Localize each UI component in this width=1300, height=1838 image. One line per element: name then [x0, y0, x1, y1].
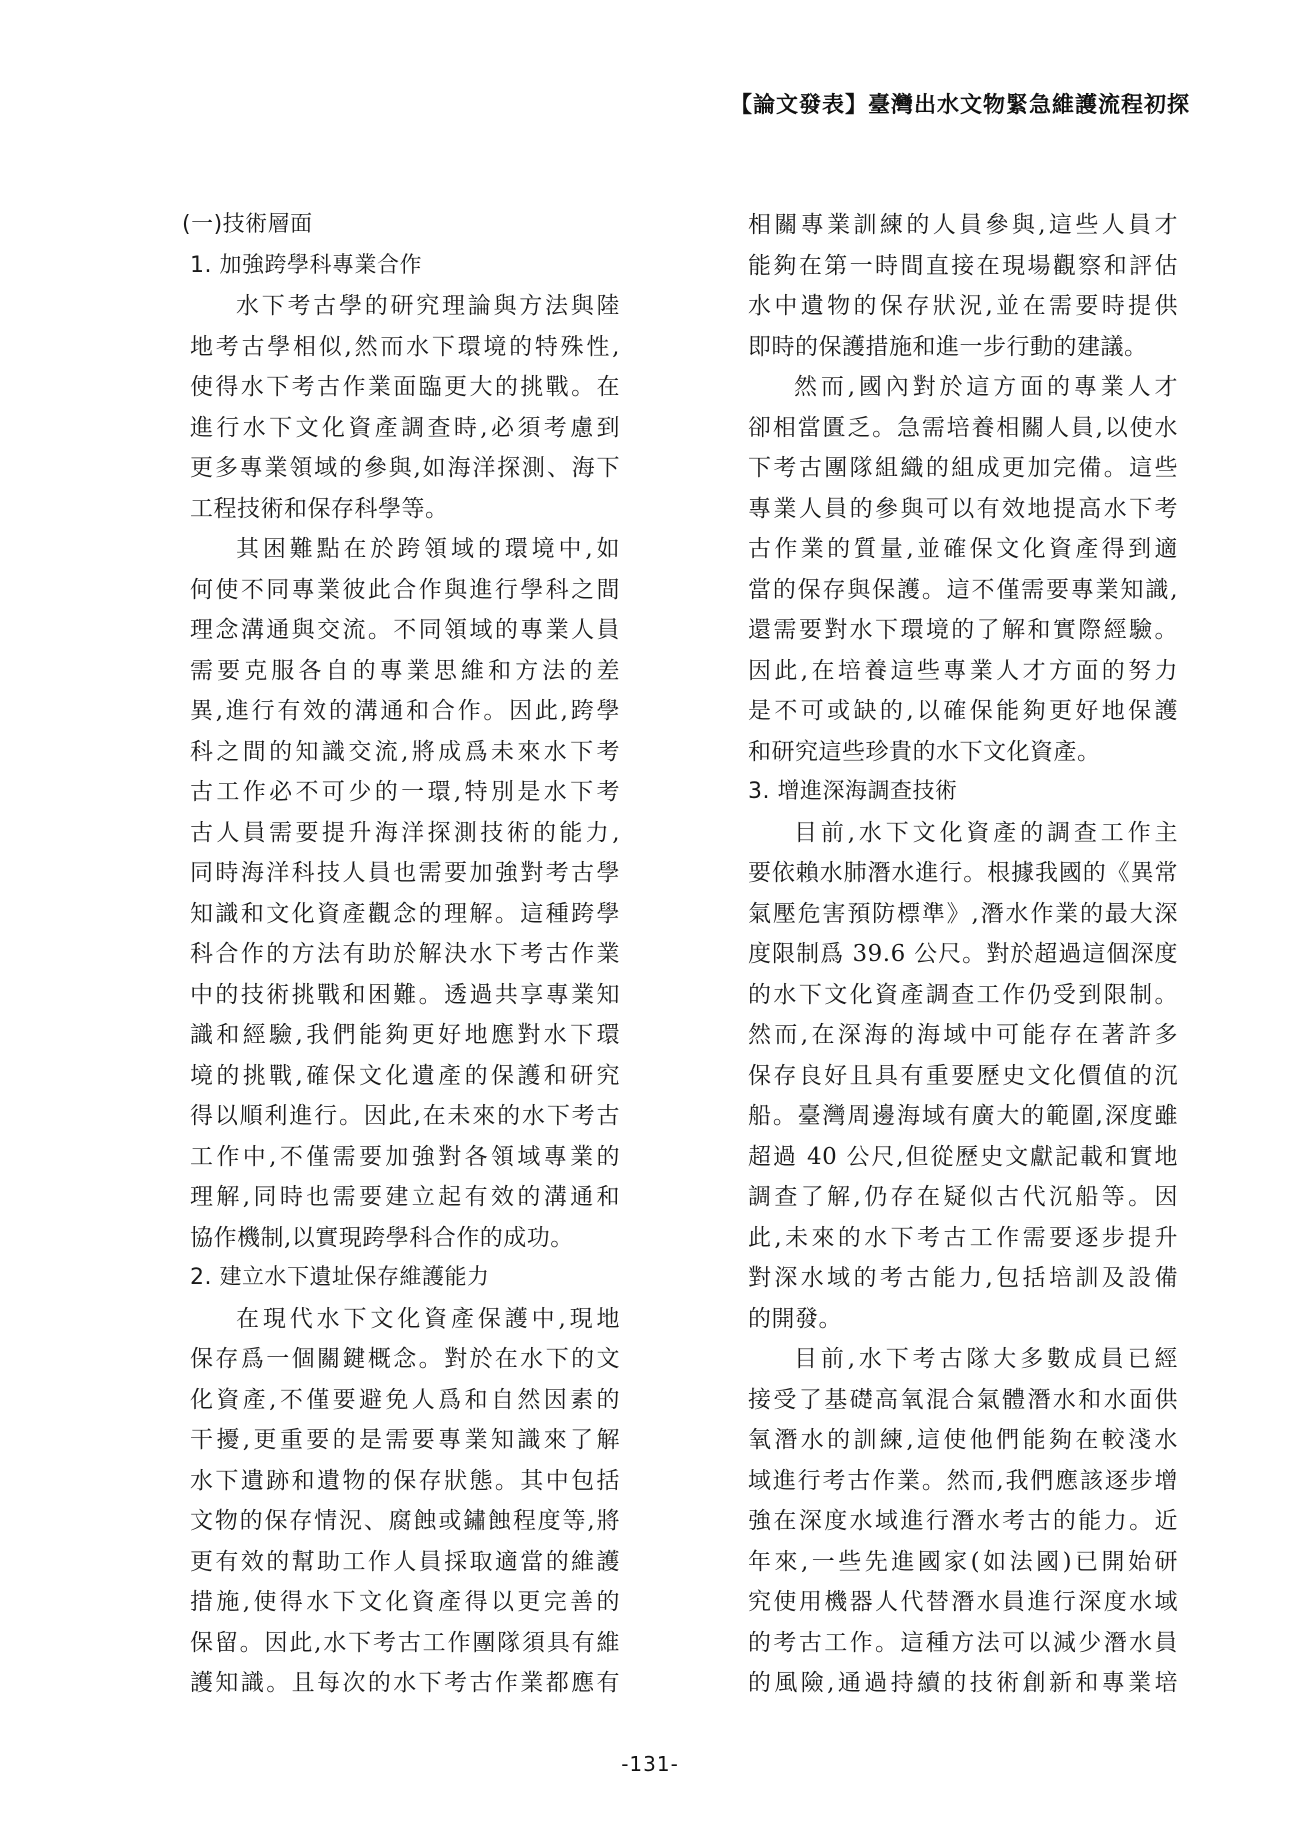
text-line: 域進行考古作業。然而,我們應該逐步增: [748, 1467, 1178, 1494]
text-line: 然而,國內對於這方面的專業人才: [794, 374, 1178, 400]
section-heading: (一)技術層面: [182, 212, 313, 237]
text-line: 文物的保存情況、腐蝕或鏽蝕程度等,將: [190, 1508, 620, 1534]
text-line: 何使不同專業彼此合作與進行學科之間: [190, 576, 620, 603]
text-line: 得以順利進行。因此,在未來的水下考古: [190, 1103, 620, 1129]
text-line: 工作中,不僅需要加強對各領域專業的: [190, 1143, 620, 1170]
text-line: 在現代水下文化資產保護中,現地: [236, 1305, 620, 1332]
text-line: 地考古學相似,然而水下環境的特殊性,: [190, 333, 620, 360]
running-title: 【論文發表】臺灣出水文物緊急維護流程初探: [729, 93, 1190, 118]
text-line: 的水下文化資產調查工作仍受到限制。: [748, 981, 1178, 1008]
text-line: 接受了基礎高氧混合氣體潛水和水面供: [748, 1386, 1178, 1413]
text-line: 然而,在深海的海域中可能存在著許多: [748, 1022, 1178, 1048]
text-line: 調查了解,仍存在疑似古代沉船等。因: [748, 1184, 1178, 1210]
text-line: 理解,同時也需要建立起有效的溝通和: [190, 1184, 620, 1210]
text-line: 氧潛水的訓練,這使他們能夠在較淺水: [748, 1427, 1178, 1453]
text-line: 度限制爲 39.6 公尺。對於超過這個深度: [748, 941, 1178, 967]
text-line: 此,未來的水下考古工作需要逐步提升: [748, 1224, 1178, 1251]
text-line: 古作業的質量,並確保文化資產得到適: [748, 536, 1178, 562]
text-line: 保存良好且具有重要歷史文化價值的沉: [748, 1062, 1178, 1089]
text-line: 更有效的幫助工作人員採取適當的維護: [190, 1548, 620, 1575]
text-line: 當的保存與保護。這不僅需要專業知識,: [748, 576, 1178, 603]
text-line: 理念溝通與交流。不同領域的專業人員: [190, 617, 620, 643]
text-line: 異,進行有效的溝通和合作。因此,跨學: [190, 698, 620, 724]
text-line: 的考古工作。這種方法可以減少潛水員: [748, 1629, 1178, 1656]
text-line: 要依賴水肺潛水進行。根據我國的《異常: [748, 860, 1178, 886]
section-heading: 1. 加強跨學科專業合作: [190, 252, 422, 278]
text-line: 目前,水下文化資產的調查工作主: [794, 819, 1178, 846]
text-line: 的風險,通過持續的技術創新和專業培: [748, 1670, 1178, 1696]
section-heading: 2. 建立水下遺址保存維護能力: [190, 1265, 490, 1290]
text-line: 因此,在培養這些專業人才方面的努力: [748, 657, 1178, 684]
text-line: 境的挑戰,確保文化遺產的保護和研究: [190, 1062, 620, 1089]
text-line: 即時的保護措施和進一步行動的建議。: [748, 333, 1148, 360]
text-line: 協作機制,以實現跨學科合作的成功。: [190, 1224, 574, 1251]
text-line: 船。臺灣周邊海域有廣大的範圍,深度雖: [748, 1103, 1178, 1129]
text-line: 水下考古學的研究理論與方法與陸: [236, 293, 620, 319]
section-heading: 3. 增進深海調查技術: [748, 779, 958, 804]
text-line: 是不可或缺的,以確保能夠更好地保護: [748, 698, 1178, 724]
text-line: 超過 40 公尺,但從歷史文獻記載和實地: [748, 1143, 1178, 1170]
text-line: 對深水域的考古能力,包括培訓及設備: [748, 1265, 1178, 1291]
text-line: 護知識。且每次的水下考古作業都應有: [190, 1670, 620, 1696]
text-line: 究使用機器人代替潛水員進行深度水域: [748, 1589, 1178, 1615]
text-line: 年來,一些先進國家(如法國)已開始研: [748, 1548, 1178, 1575]
text-line: 知識和文化資產觀念的理解。這種跨學: [190, 900, 620, 927]
text-line: 保存爲一個關鍵概念。對於在水下的文: [190, 1346, 620, 1372]
text-line: 同時海洋科技人員也需要加強對考古學: [190, 860, 620, 886]
text-line: 干擾,更重要的是需要專業知識來了解: [190, 1427, 620, 1453]
text-line: 進行水下文化資產調查時,必須考慮到: [190, 414, 620, 441]
text-line: 其困難點在於跨領域的環境中,如: [236, 536, 620, 562]
text-line: 需要克服各自的專業思維和方法的差: [190, 657, 620, 684]
text-line: 措施,使得水下文化資產得以更完善的: [190, 1589, 620, 1615]
text-line: 氣壓危害預防標準》,潛水作業的最大深: [748, 900, 1178, 927]
text-line: 還需要對水下環境的了解和實際經驗。: [748, 617, 1178, 643]
text-line: 水下遺跡和遺物的保存狀態。其中包括: [190, 1467, 620, 1494]
text-line: 使得水下考古作業面臨更大的挑戰。在: [190, 374, 620, 400]
left-column: [182, 205, 620, 1704]
text-line: 中的技術挑戰和困難。透過共享專業知: [190, 981, 620, 1008]
text-line: 下考古團隊組織的組成更加完備。這些: [748, 455, 1178, 481]
text-line: 古工作必不可少的一環,特別是水下考: [190, 779, 620, 805]
text-line: 科合作的方法有助於解決水下考古作業: [190, 941, 620, 967]
text-line: 識和經驗,我們能夠更好地應對水下環: [190, 1022, 620, 1048]
text-line: 化資產,不僅要避免人爲和自然因素的: [190, 1386, 620, 1413]
text-line: 目前,水下考古隊大多數成員已經: [794, 1346, 1178, 1372]
text-line: 古人員需要提升海洋探測技術的能力,: [190, 819, 620, 846]
text-line: 相關專業訓練的人員參與,這些人員才: [748, 212, 1178, 238]
text-line: 專業人員的參與可以有效地提高水下考: [748, 495, 1178, 522]
text-line: 的開發。: [748, 1305, 842, 1332]
right-column: [748, 205, 1178, 1704]
text-line: 強在深度水域進行潛水考古的能力。近: [748, 1508, 1178, 1534]
text-line: 保留。因此,水下考古工作團隊須具有維: [190, 1629, 620, 1656]
text-line: 工程技術和保存科學等。: [190, 495, 449, 522]
text-line: 卻相當匱乏。急需培養相關人員,以使水: [748, 414, 1178, 441]
text-line: 水中遺物的保存狀況,並在需要時提供: [748, 293, 1178, 319]
page-number: -131-: [621, 1752, 679, 1776]
text-line: 和研究這些珍貴的水下文化資產。: [748, 738, 1101, 765]
text-line: 更多專業領域的參與,如海洋探測、海下: [190, 455, 620, 481]
text-line: 科之間的知識交流,將成爲未來水下考: [190, 738, 620, 765]
text-line: 能夠在第一時間直接在現場觀察和評估: [748, 252, 1178, 279]
